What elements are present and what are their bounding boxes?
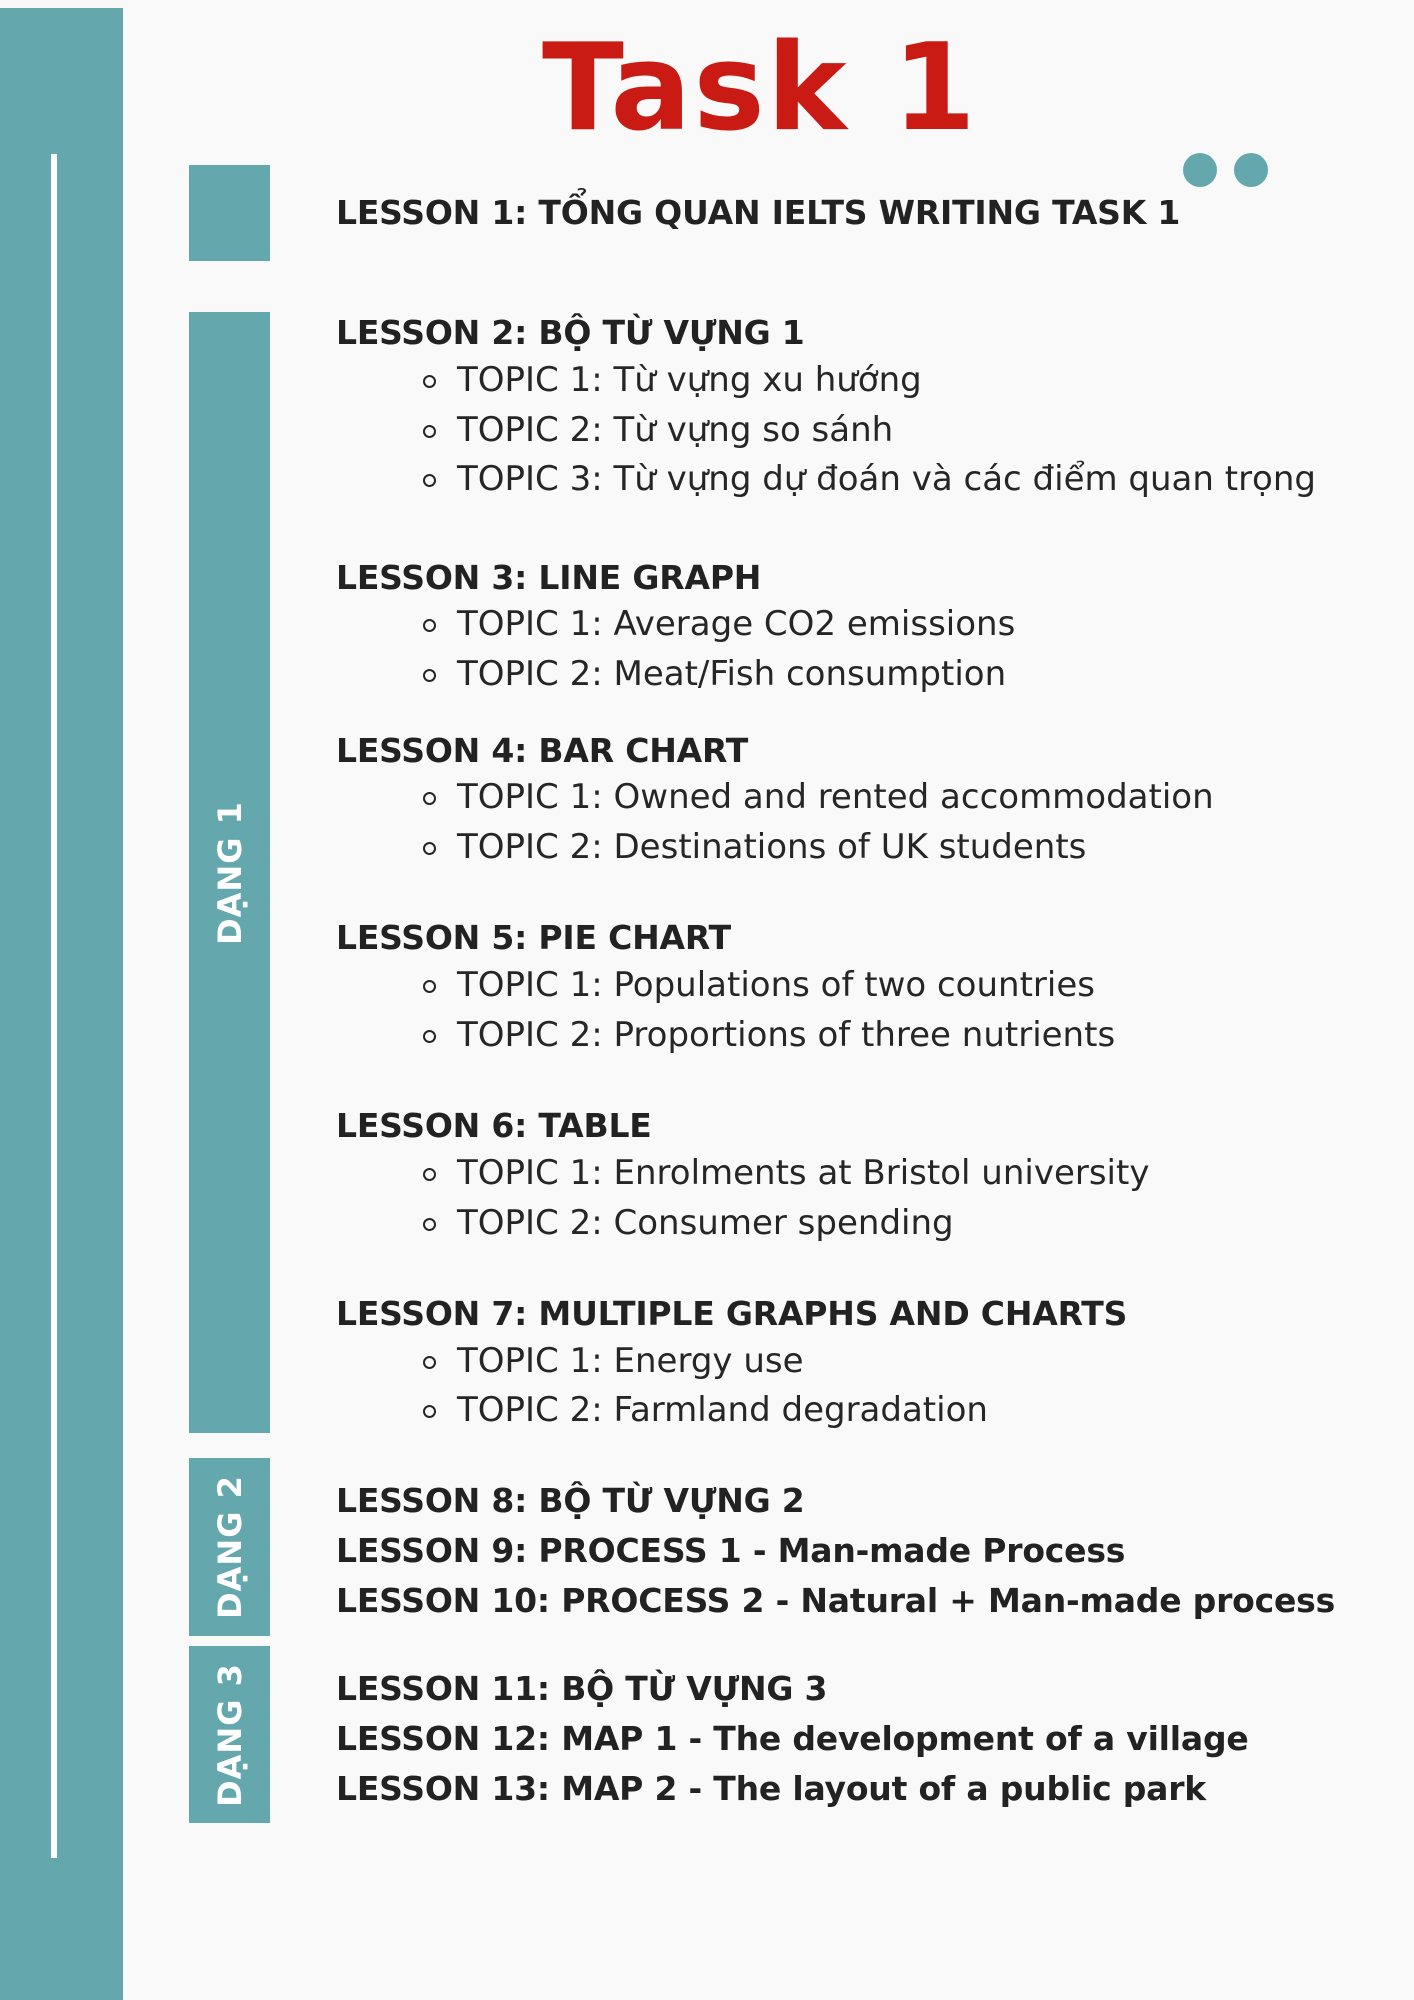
lesson-title: LESSON 9: PROCESS 1 - Man-made Process xyxy=(336,1531,1126,1570)
bullet-icon xyxy=(423,425,436,438)
bullet-icon xyxy=(423,474,436,487)
lesson-title: LESSON 1: TỔNG QUAN IELTS WRITING TASK 1 xyxy=(336,193,1181,232)
lesson-title: LESSON 11: BỘ TỪ VỰNG 3 xyxy=(336,1669,828,1708)
decorative-dot xyxy=(1183,153,1217,187)
bullet-icon xyxy=(423,669,436,682)
bullet-icon xyxy=(423,1405,436,1418)
bullet-icon xyxy=(423,1030,436,1043)
bullet-icon xyxy=(423,792,436,805)
bullet-icon xyxy=(423,980,436,993)
decorative-dot xyxy=(1234,153,1268,187)
left-decorative-line xyxy=(51,154,57,1858)
section-bar-dang-3 xyxy=(189,1646,270,1823)
section-bar-dang-2 xyxy=(189,1458,270,1636)
topic-item: TOPIC 2: Destinations of UK students xyxy=(457,827,1087,867)
topic-item: TOPIC 2: Meat/Fish consumption xyxy=(457,654,1007,694)
lesson-title: LESSON 2: BỘ TỪ VỰNG 1 xyxy=(336,313,805,352)
topic-item: TOPIC 2: Proportions of three nutrients xyxy=(457,1015,1116,1055)
section-label: DẠNG 2 xyxy=(210,1475,249,1619)
page-title: Task 1 xyxy=(542,19,978,158)
topic-item: TOPIC 1: Energy use xyxy=(457,1341,804,1381)
topic-item: TOPIC 2: Farmland degradation xyxy=(457,1390,988,1430)
lesson-title: LESSON 12: MAP 1 - The development of a village xyxy=(336,1719,1249,1758)
lesson-title: LESSON 6: TABLE xyxy=(336,1106,652,1145)
topic-item: TOPIC 2: Consumer spending xyxy=(457,1203,954,1243)
lesson-title: LESSON 4: BAR CHART xyxy=(336,731,749,770)
bullet-icon xyxy=(423,619,436,632)
lesson-title: LESSON 10: PROCESS 2 - Natural + Man-made process xyxy=(336,1581,1336,1620)
topic-item: TOPIC 1: Owned and rented accommodation xyxy=(457,777,1214,817)
topic-item: TOPIC 3: Từ vựng dự đoán và các điểm quan trọng xyxy=(457,459,1316,499)
lesson-title: LESSON 8: BỘ TỪ VỰNG 2 xyxy=(336,1481,805,1520)
bullet-icon xyxy=(423,842,436,855)
topic-item: TOPIC 1: Average CO2 emissions xyxy=(457,604,1016,644)
lesson-title: LESSON 13: MAP 2 - The layout of a public park xyxy=(336,1769,1207,1808)
section-label: DẠNG 1 xyxy=(210,800,249,945)
section-bar-intro xyxy=(189,165,270,261)
section-label: DẠNG 3 xyxy=(210,1662,249,1807)
topic-item: TOPIC 1: Enrolments at Bristol university xyxy=(457,1153,1150,1193)
lesson-title: LESSON 3: LINE GRAPH xyxy=(336,558,762,597)
section-bar-dang-1 xyxy=(189,312,270,1433)
left-decorative-band xyxy=(0,8,123,2000)
bullet-icon xyxy=(423,1168,436,1181)
topic-item: TOPIC 1: Từ vựng xu hướng xyxy=(457,360,922,400)
bullet-icon xyxy=(423,1356,436,1369)
topic-item: TOPIC 1: Populations of two countries xyxy=(457,965,1095,1005)
bullet-icon xyxy=(423,375,436,388)
topic-item: TOPIC 2: Từ vựng so sánh xyxy=(457,410,894,450)
lesson-title: LESSON 5: PIE CHART xyxy=(336,918,731,957)
lesson-title: LESSON 7: MULTIPLE GRAPHS AND CHARTS xyxy=(336,1294,1128,1333)
bullet-icon xyxy=(423,1218,436,1231)
